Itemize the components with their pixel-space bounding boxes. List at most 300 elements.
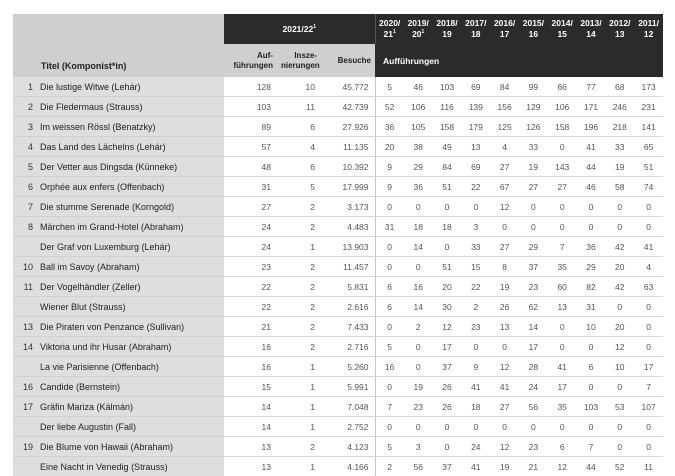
year-value-cell: 2 xyxy=(404,317,433,337)
year-value-cell: 23 xyxy=(519,437,548,457)
auffuehrungen-cell: 48 xyxy=(224,157,277,177)
year-value-cell: 12 xyxy=(548,457,577,476)
year-header xyxy=(605,14,634,44)
year-value-cell: 246 xyxy=(605,97,634,117)
auffuehrungen-cell: 89 xyxy=(224,117,277,137)
besuche-cell: 10.392 xyxy=(321,157,375,177)
table-row xyxy=(13,77,663,97)
year-value-cell: 42 xyxy=(605,237,634,257)
title-cell: Candide (Bernstein) xyxy=(37,377,224,397)
year-value-cell: 37 xyxy=(433,357,462,377)
year-value-cell: 12 xyxy=(605,337,634,357)
rank-cell: 19 xyxy=(13,437,37,457)
title-cell: Die Piraten von Penzance (Sullivan) xyxy=(37,317,224,337)
auffuehrungen-cell: 14 xyxy=(224,417,277,437)
year-value-cell: 9 xyxy=(375,157,404,177)
table-row xyxy=(13,317,663,337)
rank-cell: 11 xyxy=(13,277,37,297)
year-value-cell: 26 xyxy=(490,297,519,317)
inszenierungen-cell: 5 xyxy=(277,177,321,197)
year-value-cell: 35 xyxy=(548,257,577,277)
rank-cell xyxy=(13,237,37,257)
year-value-cell: 0 xyxy=(634,417,663,437)
year-value-cell: 46 xyxy=(577,177,606,197)
year-value-cell: 143 xyxy=(548,157,577,177)
year-value-cell: 41 xyxy=(461,377,490,397)
year-value-cell: 29 xyxy=(519,237,548,257)
rank-cell: 8 xyxy=(13,217,37,237)
header-rank-cell xyxy=(13,14,37,44)
year-value-cell: 19 xyxy=(519,157,548,177)
year-value-cell: 106 xyxy=(548,97,577,117)
year-value-cell: 0 xyxy=(490,337,519,357)
year-value-cell: 0 xyxy=(605,297,634,317)
year-value-cell: 17 xyxy=(433,337,462,357)
year-value-cell: 60 xyxy=(548,277,577,297)
year-value-cell: 126 xyxy=(519,117,548,137)
year-value-cell: 125 xyxy=(490,117,519,137)
year-value-cell: 7 xyxy=(634,377,663,397)
year-value-cell: 5 xyxy=(375,437,404,457)
year-value-cell: 19 xyxy=(490,457,519,476)
title-cell: Wiener Blut (Strauss) xyxy=(37,297,224,317)
year-value-cell: 6 xyxy=(375,297,404,317)
year-value-cell: 74 xyxy=(634,177,663,197)
year-value-cell: 15 xyxy=(461,257,490,277)
inszenierungen-cell: 2 xyxy=(277,277,321,297)
rank-cell: 3 xyxy=(13,117,37,137)
auffuehrungen-cell: 31 xyxy=(224,177,277,197)
statistics-table-wrapper xyxy=(13,14,663,476)
year-value-cell: 36 xyxy=(577,237,606,257)
year-value-cell: 30 xyxy=(433,297,462,317)
year-header-top: 2019/ xyxy=(408,18,429,28)
besuche-cell: 11.135 xyxy=(321,137,375,157)
year-value-cell: 41 xyxy=(461,457,490,476)
year-value-cell: 0 xyxy=(433,197,462,217)
besuche-label: Besuche xyxy=(338,56,371,65)
year-value-cell: 10 xyxy=(605,357,634,377)
year-value-cell: 0 xyxy=(634,217,663,237)
inszenierungen-cell: 6 xyxy=(277,157,321,177)
year-value-cell: 4 xyxy=(634,257,663,277)
title-cell: La vie Parisienne (Offenbach) xyxy=(37,357,224,377)
year-value-cell: 0 xyxy=(605,197,634,217)
rank-cell: 1 xyxy=(13,77,37,97)
besuche-cell: 27.926 xyxy=(321,117,375,137)
year-value-cell: 21 xyxy=(519,457,548,476)
year-value-cell: 17 xyxy=(634,357,663,377)
besuche-cell: 42.739 xyxy=(321,97,375,117)
year-value-cell: 0 xyxy=(577,337,606,357)
year-header-top: 2020/ xyxy=(379,18,400,28)
year-value-cell: 77 xyxy=(577,77,606,97)
besuche-cell: 4.483 xyxy=(321,217,375,237)
year-value-cell: 31 xyxy=(375,217,404,237)
year-value-cell: 44 xyxy=(577,457,606,476)
year-value-cell: 35 xyxy=(548,397,577,417)
besuche-cell: 2.716 xyxy=(321,337,375,357)
year-value-cell: 0 xyxy=(634,197,663,217)
year-header-top: 2013/ xyxy=(580,18,601,28)
inszenierungen-label-line2: nierungen xyxy=(281,61,320,70)
year-value-cell: 12 xyxy=(490,437,519,457)
year-value-cell: 103 xyxy=(577,397,606,417)
inszenierungen-cell: 6 xyxy=(277,117,321,137)
year-value-cell: 29 xyxy=(404,157,433,177)
auffuehrungen-column-header xyxy=(224,44,277,77)
year-value-cell: 56 xyxy=(404,457,433,476)
inszenierungen-label-line1: Insze- xyxy=(294,51,317,60)
year-header-top: 2011/ xyxy=(638,18,659,28)
year-value-cell: 218 xyxy=(605,117,634,137)
rank-cell xyxy=(13,357,37,377)
year-value-cell: 0 xyxy=(433,237,462,257)
besuche-column-header xyxy=(321,44,375,77)
year-value-cell: 18 xyxy=(404,217,433,237)
title-cell: Der Graf von Luxemburg (Lehár) xyxy=(37,237,224,257)
year-value-cell: 0 xyxy=(548,317,577,337)
year-value-cell: 0 xyxy=(634,437,663,457)
year-value-cell: 36 xyxy=(375,117,404,137)
auffuehrungen-cell: 14 xyxy=(224,397,277,417)
title-cell: Eine Nacht in Venedig (Strauss) xyxy=(37,457,224,476)
year-value-cell: 14 xyxy=(404,297,433,317)
besuche-cell: 45.772 xyxy=(321,77,375,97)
year-value-cell: 82 xyxy=(577,277,606,297)
besuche-cell: 7.048 xyxy=(321,397,375,417)
year-header-bottom: 21 xyxy=(384,29,393,39)
year-value-cell: 19 xyxy=(490,277,519,297)
year-header-footnote: 1 xyxy=(393,29,396,35)
year-value-cell: 0 xyxy=(548,417,577,437)
year-value-cell: 2 xyxy=(461,297,490,317)
year-value-cell: 67 xyxy=(490,177,519,197)
title-cell: Der liebe Augustin (Fall) xyxy=(37,417,224,437)
year-value-cell: 0 xyxy=(375,317,404,337)
year-value-cell: 0 xyxy=(605,377,634,397)
inszenierungen-cell: 1 xyxy=(277,357,321,377)
title-cell: Im weissen Rössl (Benatzky) xyxy=(37,117,224,137)
operetta-statistics-table xyxy=(13,14,663,476)
year-value-cell: 28 xyxy=(519,357,548,377)
inszenierungen-cell: 2 xyxy=(277,297,321,317)
year-value-cell: 53 xyxy=(605,397,634,417)
year-header-top: 2014/ xyxy=(552,18,573,28)
table-row xyxy=(13,157,663,177)
year-value-cell: 84 xyxy=(490,77,519,97)
besuche-cell: 3.173 xyxy=(321,197,375,217)
year-value-cell: 0 xyxy=(605,437,634,457)
inszenierungen-cell: 1 xyxy=(277,377,321,397)
year-value-cell: 27 xyxy=(490,397,519,417)
title-column-label: Titel (Komponist*in) xyxy=(41,61,126,71)
year-value-cell: 38 xyxy=(404,137,433,157)
header-row-seasons xyxy=(13,14,663,44)
rank-cell: 7 xyxy=(13,197,37,217)
inszenierungen-cell: 2 xyxy=(277,317,321,337)
year-value-cell: 156 xyxy=(490,97,519,117)
year-header xyxy=(519,14,548,44)
year-value-cell: 158 xyxy=(548,117,577,137)
year-value-cell: 8 xyxy=(490,257,519,277)
year-value-cell: 66 xyxy=(548,77,577,97)
season-group-header xyxy=(224,14,375,44)
inszenierungen-cell: 11 xyxy=(277,97,321,117)
year-value-cell: 68 xyxy=(605,77,634,97)
year-value-cell: 37 xyxy=(433,457,462,476)
year-value-cell: 0 xyxy=(634,297,663,317)
year-value-cell: 116 xyxy=(433,97,462,117)
title-column-header xyxy=(37,14,224,77)
auffuehrungen-cell: 15 xyxy=(224,377,277,397)
season-group-label: 2021/22 xyxy=(283,24,314,34)
year-header-bottom: 16 xyxy=(529,29,538,39)
year-value-cell: 19 xyxy=(605,157,634,177)
rank-cell: 17 xyxy=(13,397,37,417)
year-value-cell: 52 xyxy=(605,457,634,476)
year-value-cell: 0 xyxy=(605,417,634,437)
inszenierungen-cell: 2 xyxy=(277,257,321,277)
inszenierungen-cell: 10 xyxy=(277,77,321,97)
year-header-bottom: 20 xyxy=(412,29,421,39)
year-header-bottom: 13 xyxy=(615,29,624,39)
table-row xyxy=(13,357,663,377)
title-cell: Viktoria und ihr Husar (Abraham) xyxy=(37,337,224,357)
besuche-cell: 7.433 xyxy=(321,317,375,337)
year-value-cell: 37 xyxy=(519,257,548,277)
year-value-cell: 0 xyxy=(519,417,548,437)
year-value-cell: 33 xyxy=(461,237,490,257)
besuche-cell: 5.260 xyxy=(321,357,375,377)
year-value-cell: 16 xyxy=(375,357,404,377)
year-value-cell: 158 xyxy=(433,117,462,137)
year-header xyxy=(577,14,606,44)
table-row xyxy=(13,117,663,137)
year-value-cell: 52 xyxy=(375,97,404,117)
year-value-cell: 0 xyxy=(461,417,490,437)
year-value-cell: 33 xyxy=(605,137,634,157)
year-value-cell: 0 xyxy=(490,217,519,237)
title-cell: Gräfin Mariza (Kálmán) xyxy=(37,397,224,417)
table-row xyxy=(13,397,663,417)
year-value-cell: 106 xyxy=(404,97,433,117)
year-value-cell: 22 xyxy=(461,277,490,297)
table-row xyxy=(13,257,663,277)
year-value-cell: 29 xyxy=(577,257,606,277)
year-value-cell: 0 xyxy=(519,197,548,217)
auffuehrungen-cell: 27 xyxy=(224,197,277,217)
year-value-cell: 18 xyxy=(433,217,462,237)
table-row xyxy=(13,377,663,397)
inszenierungen-cell: 2 xyxy=(277,337,321,357)
inszenierungen-cell: 2 xyxy=(277,437,321,457)
year-value-cell: 0 xyxy=(634,317,663,337)
auffuehrungen-label-line2: führungen xyxy=(233,61,273,70)
year-value-cell: 105 xyxy=(404,117,433,137)
year-value-cell: 41 xyxy=(490,377,519,397)
year-value-cell: 12 xyxy=(490,357,519,377)
year-value-cell: 0 xyxy=(548,197,577,217)
auffuehrungen-cell: 13 xyxy=(224,457,277,476)
year-value-cell: 0 xyxy=(433,417,462,437)
year-value-cell: 6 xyxy=(577,357,606,377)
year-value-cell: 27 xyxy=(519,177,548,197)
year-value-cell: 23 xyxy=(519,277,548,297)
year-value-cell: 13 xyxy=(490,317,519,337)
auffuehrungen-cell: 22 xyxy=(224,277,277,297)
inszenierungen-cell: 4 xyxy=(277,137,321,157)
year-value-cell: 69 xyxy=(461,77,490,97)
year-value-cell: 23 xyxy=(404,397,433,417)
title-cell: Die Blume von Hawaii (Abraham) xyxy=(37,437,224,457)
auffuehrungen-cell: 103 xyxy=(224,97,277,117)
year-value-cell: 41 xyxy=(577,137,606,157)
year-value-cell: 7 xyxy=(548,237,577,257)
auffuehrungen-cell: 23 xyxy=(224,257,277,277)
year-value-cell: 24 xyxy=(461,437,490,457)
auffuehrungen-cell: 22 xyxy=(224,297,277,317)
year-value-cell: 0 xyxy=(433,437,462,457)
year-value-cell: 42 xyxy=(605,277,634,297)
year-value-cell: 51 xyxy=(433,257,462,277)
besuche-cell: 4.123 xyxy=(321,437,375,457)
year-header-top: 2018/ xyxy=(436,18,457,28)
year-value-cell: 231 xyxy=(634,97,663,117)
year-value-cell: 0 xyxy=(375,257,404,277)
year-value-cell: 0 xyxy=(634,337,663,357)
year-value-cell: 173 xyxy=(634,77,663,97)
year-value-cell: 9 xyxy=(461,357,490,377)
auffuehrungen-cell: 13 xyxy=(224,437,277,457)
besuche-cell: 5.991 xyxy=(321,377,375,397)
inszenierungen-cell: 2 xyxy=(277,217,321,237)
year-value-cell: 129 xyxy=(519,97,548,117)
auffuehrungen-series-label: Aufführungen xyxy=(383,56,439,66)
rank-cell: 5 xyxy=(13,157,37,177)
table-row xyxy=(13,177,663,197)
auffuehrungen-series-header xyxy=(375,44,663,77)
year-value-cell: 23 xyxy=(461,317,490,337)
year-value-cell: 62 xyxy=(519,297,548,317)
inszenierungen-cell: 1 xyxy=(277,457,321,476)
year-value-cell: 18 xyxy=(461,397,490,417)
year-value-cell: 6 xyxy=(375,277,404,297)
year-value-cell: 41 xyxy=(548,357,577,377)
year-value-cell: 5 xyxy=(375,77,404,97)
title-cell: Die stumme Serenade (Korngold) xyxy=(37,197,224,217)
rank-cell: 2 xyxy=(13,97,37,117)
rank-cell: 16 xyxy=(13,377,37,397)
table-row xyxy=(13,297,663,317)
title-cell: Der Vogelhändler (Zeller) xyxy=(37,277,224,297)
title-cell: Die lustige Witwe (Lehár) xyxy=(37,77,224,97)
table-body xyxy=(13,77,663,476)
table-row xyxy=(13,277,663,297)
year-value-cell: 179 xyxy=(461,117,490,137)
year-value-cell: 51 xyxy=(634,157,663,177)
year-header xyxy=(490,14,519,44)
year-value-cell: 141 xyxy=(634,117,663,137)
year-value-cell: 27 xyxy=(490,237,519,257)
year-value-cell: 36 xyxy=(404,177,433,197)
year-value-cell: 63 xyxy=(634,277,663,297)
year-value-cell: 14 xyxy=(519,317,548,337)
table-row xyxy=(13,337,663,357)
year-value-cell: 20 xyxy=(605,257,634,277)
year-value-cell: 33 xyxy=(519,137,548,157)
auffuehrungen-cell: 128 xyxy=(224,77,277,97)
year-value-cell: 46 xyxy=(404,77,433,97)
year-value-cell: 13 xyxy=(548,297,577,317)
year-header xyxy=(375,14,404,44)
table-row xyxy=(13,417,663,437)
year-value-cell: 4 xyxy=(490,137,519,157)
year-header xyxy=(404,14,433,44)
year-value-cell: 107 xyxy=(634,397,663,417)
rank-cell: 13 xyxy=(13,317,37,337)
year-value-cell: 0 xyxy=(577,217,606,237)
year-value-cell: 0 xyxy=(404,337,433,357)
year-value-cell: 12 xyxy=(490,197,519,217)
table-row xyxy=(13,237,663,257)
year-value-cell: 0 xyxy=(577,377,606,397)
year-value-cell: 22 xyxy=(461,177,490,197)
auffuehrungen-cell: 57 xyxy=(224,137,277,157)
table-row xyxy=(13,217,663,237)
year-value-cell: 6 xyxy=(548,437,577,457)
year-value-cell: 11 xyxy=(634,457,663,476)
year-value-cell: 13 xyxy=(461,137,490,157)
besuche-cell: 2.616 xyxy=(321,297,375,317)
year-value-cell: 0 xyxy=(548,137,577,157)
year-value-cell: 26 xyxy=(433,377,462,397)
year-value-cell: 0 xyxy=(577,197,606,217)
auffuehrungen-cell: 21 xyxy=(224,317,277,337)
year-value-cell: 0 xyxy=(519,217,548,237)
year-value-cell: 17 xyxy=(548,377,577,397)
title-cell: Ball im Savoy (Abraham) xyxy=(37,257,224,277)
inszenierungen-cell: 1 xyxy=(277,237,321,257)
year-value-cell: 0 xyxy=(375,417,404,437)
table-row xyxy=(13,437,663,457)
year-value-cell: 0 xyxy=(404,417,433,437)
auffuehrungen-cell: 24 xyxy=(224,217,277,237)
header-rank-cell xyxy=(13,44,37,77)
year-value-cell: 0 xyxy=(461,337,490,357)
year-value-cell: 56 xyxy=(519,397,548,417)
year-value-cell: 24 xyxy=(519,377,548,397)
year-value-cell: 3 xyxy=(461,217,490,237)
year-header xyxy=(461,14,490,44)
title-cell: Das Land des Lächelns (Lehár) xyxy=(37,137,224,157)
year-value-cell: 26 xyxy=(433,397,462,417)
besuche-cell: 17.999 xyxy=(321,177,375,197)
besuche-cell: 4.166 xyxy=(321,457,375,476)
rank-cell: 6 xyxy=(13,177,37,197)
title-cell: Orphée aux enfers (Offenbach) xyxy=(37,177,224,197)
year-value-cell: 20 xyxy=(605,317,634,337)
year-value-cell: 84 xyxy=(433,157,462,177)
year-header-bottom: 17 xyxy=(500,29,509,39)
besuche-cell: 5.831 xyxy=(321,277,375,297)
year-value-cell: 27 xyxy=(490,157,519,177)
rank-cell xyxy=(13,457,37,476)
year-value-cell: 0 xyxy=(548,337,577,357)
year-value-cell: 139 xyxy=(461,97,490,117)
year-value-cell: 17 xyxy=(519,337,548,357)
year-value-cell: 171 xyxy=(577,97,606,117)
